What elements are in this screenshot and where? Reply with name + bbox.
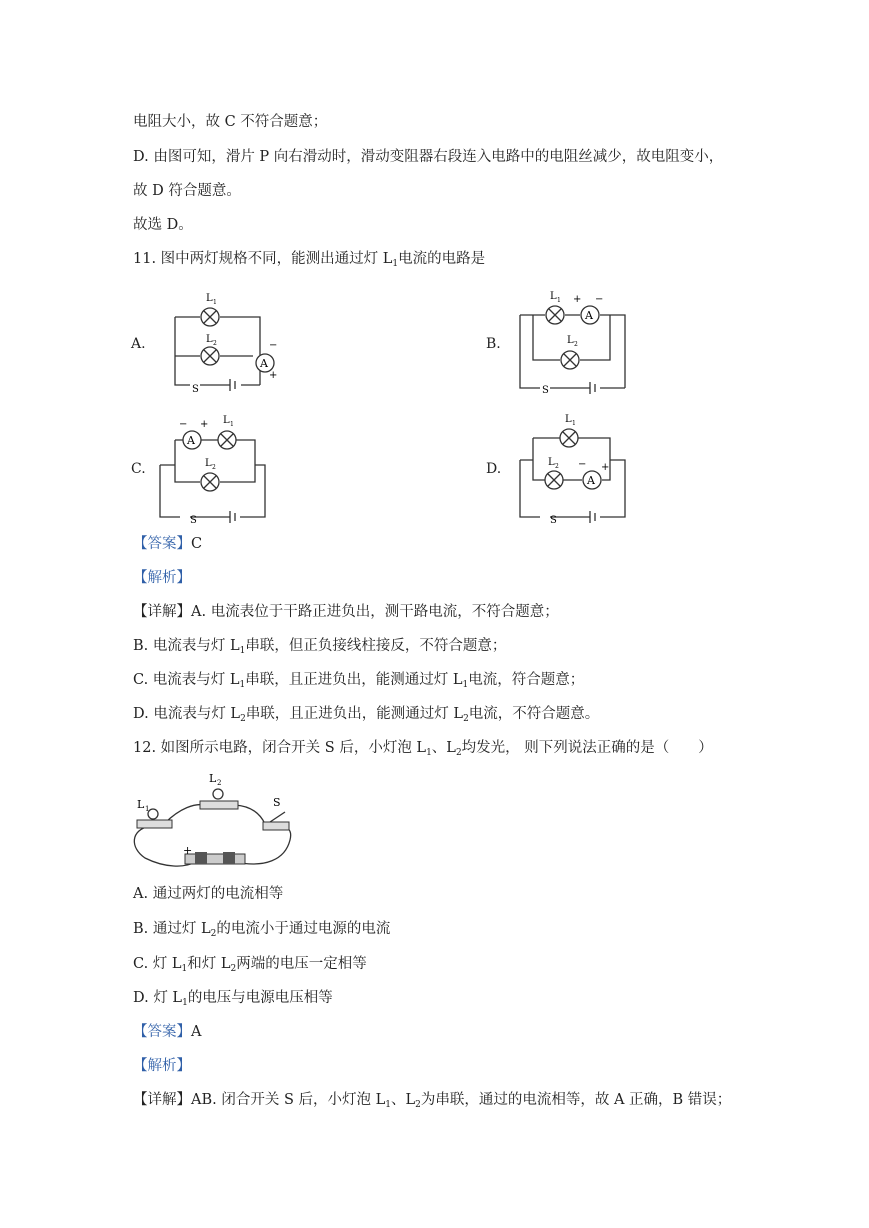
detail-11-b: B. 电流表与灯 $L_1$串联，但正负接线柱接反，不符合题意； [133, 638, 507, 656]
physical-circuit-diagram [125, 768, 300, 878]
svg-text:2: 2 [555, 463, 559, 470]
svg-text:S: S [273, 796, 281, 809]
option-12-b: B. 通过灯 $L_2$的电流小于通过电源的电流 [133, 921, 391, 939]
svg-text:L: L [223, 415, 230, 426]
svg-text:S: S [192, 384, 199, 395]
circuit-a-diagram [155, 285, 285, 395]
circuit-b-diagram [515, 285, 635, 395]
svg-text:L: L [137, 798, 145, 811]
svg-text:L: L [209, 772, 217, 785]
svg-text:2: 2 [213, 340, 217, 347]
svg-text:A: A [585, 309, 593, 322]
svg-text:S: S [542, 385, 549, 396]
option-d-label: D. [486, 461, 502, 477]
svg-text:−: − [269, 340, 278, 351]
text-line: 故选 D。 [133, 217, 193, 233]
question-12: 12. 如图所示电路，闭合开关 S 后，小灯泡 $L_1$、$L_2$均发光， 则下列说法正确的是（ ） [133, 740, 713, 758]
svg-text:−: − [595, 294, 604, 305]
option-b-label: B. [486, 336, 501, 352]
analysis-heading: 【解析】 [133, 570, 191, 586]
text-line: 故 D 符合题意。 [133, 183, 241, 199]
option-a-label: A. [131, 336, 146, 352]
analysis-heading-12: 【解析】 [133, 1058, 191, 1074]
text-line: 电阻大小，故 C 不符合题意； [133, 114, 328, 130]
svg-text:+: + [200, 419, 209, 430]
svg-text:2: 2 [574, 341, 578, 348]
svg-text:+: + [183, 844, 193, 857]
svg-text:L: L [206, 293, 213, 304]
circuit-d-diagram [515, 410, 635, 526]
svg-text:S: S [550, 515, 557, 526]
svg-text:+: + [269, 370, 278, 381]
svg-text:L: L [565, 414, 572, 425]
option-12-c: C. 灯 $L_1$和灯 $L_2$两端的电压一定相等 [133, 956, 367, 974]
option-12-d: D. 灯 $L_1$的电压与电源电压相等 [133, 990, 333, 1008]
svg-text:1: 1 [557, 297, 561, 304]
svg-text:S: S [190, 515, 197, 526]
svg-text:L: L [548, 457, 555, 468]
text-line: D. 由图可知，滑片 P 向右滑动时，滑动变阻器右段连入电路中的电阻丝减少，故电阻变小， [133, 149, 724, 165]
svg-text:L: L [205, 458, 212, 469]
svg-text:−: − [578, 459, 587, 470]
detail-11-c: C. 电流表与灯 $L_1$串联，且正进负出，能测通过灯 $L_1$电流，符合题意； [133, 672, 585, 690]
answer-11: 【答案】C [133, 536, 203, 552]
svg-text:−: − [179, 419, 188, 430]
svg-text:2: 2 [212, 464, 216, 471]
detail-11-a: 【详解】A. 电流表位于干路正进负出，测干路电流，不符合题意； [133, 604, 559, 620]
svg-text:+: + [573, 294, 582, 305]
svg-text:L: L [206, 334, 213, 345]
svg-text:A: A [260, 357, 268, 370]
svg-text:1: 1 [572, 420, 576, 427]
detail-12: 【详解】AB. 闭合开关 S 后，小灯泡 $L_1$、$L_2$为串联，通过的电流相等，故 A 正确，B 错误； [133, 1092, 732, 1110]
circuit-c-diagram [155, 410, 285, 526]
option-12-a: A. 通过两灯的电流相等 [133, 886, 284, 902]
svg-text:1: 1 [230, 421, 234, 428]
svg-text:+: + [601, 462, 610, 473]
question-11: 11. 图中两灯规格不同，能测出通过灯 $L_1$电流的电路是 [133, 251, 486, 269]
svg-text:A: A [587, 474, 595, 487]
svg-text:L: L [567, 335, 574, 346]
detail-11-d: D. 电流表与灯 $L_2$串联，且正进负出，能测通过灯 $L_2$电流，不符合题意。 [133, 706, 600, 724]
svg-text:2: 2 [217, 779, 222, 787]
svg-text:L: L [550, 291, 557, 302]
svg-text:1: 1 [213, 299, 217, 306]
option-c-label: C. [131, 461, 146, 477]
svg-text:A: A [187, 434, 195, 447]
svg-text:1: 1 [145, 805, 150, 813]
answer-12: 【答案】A [133, 1024, 202, 1040]
